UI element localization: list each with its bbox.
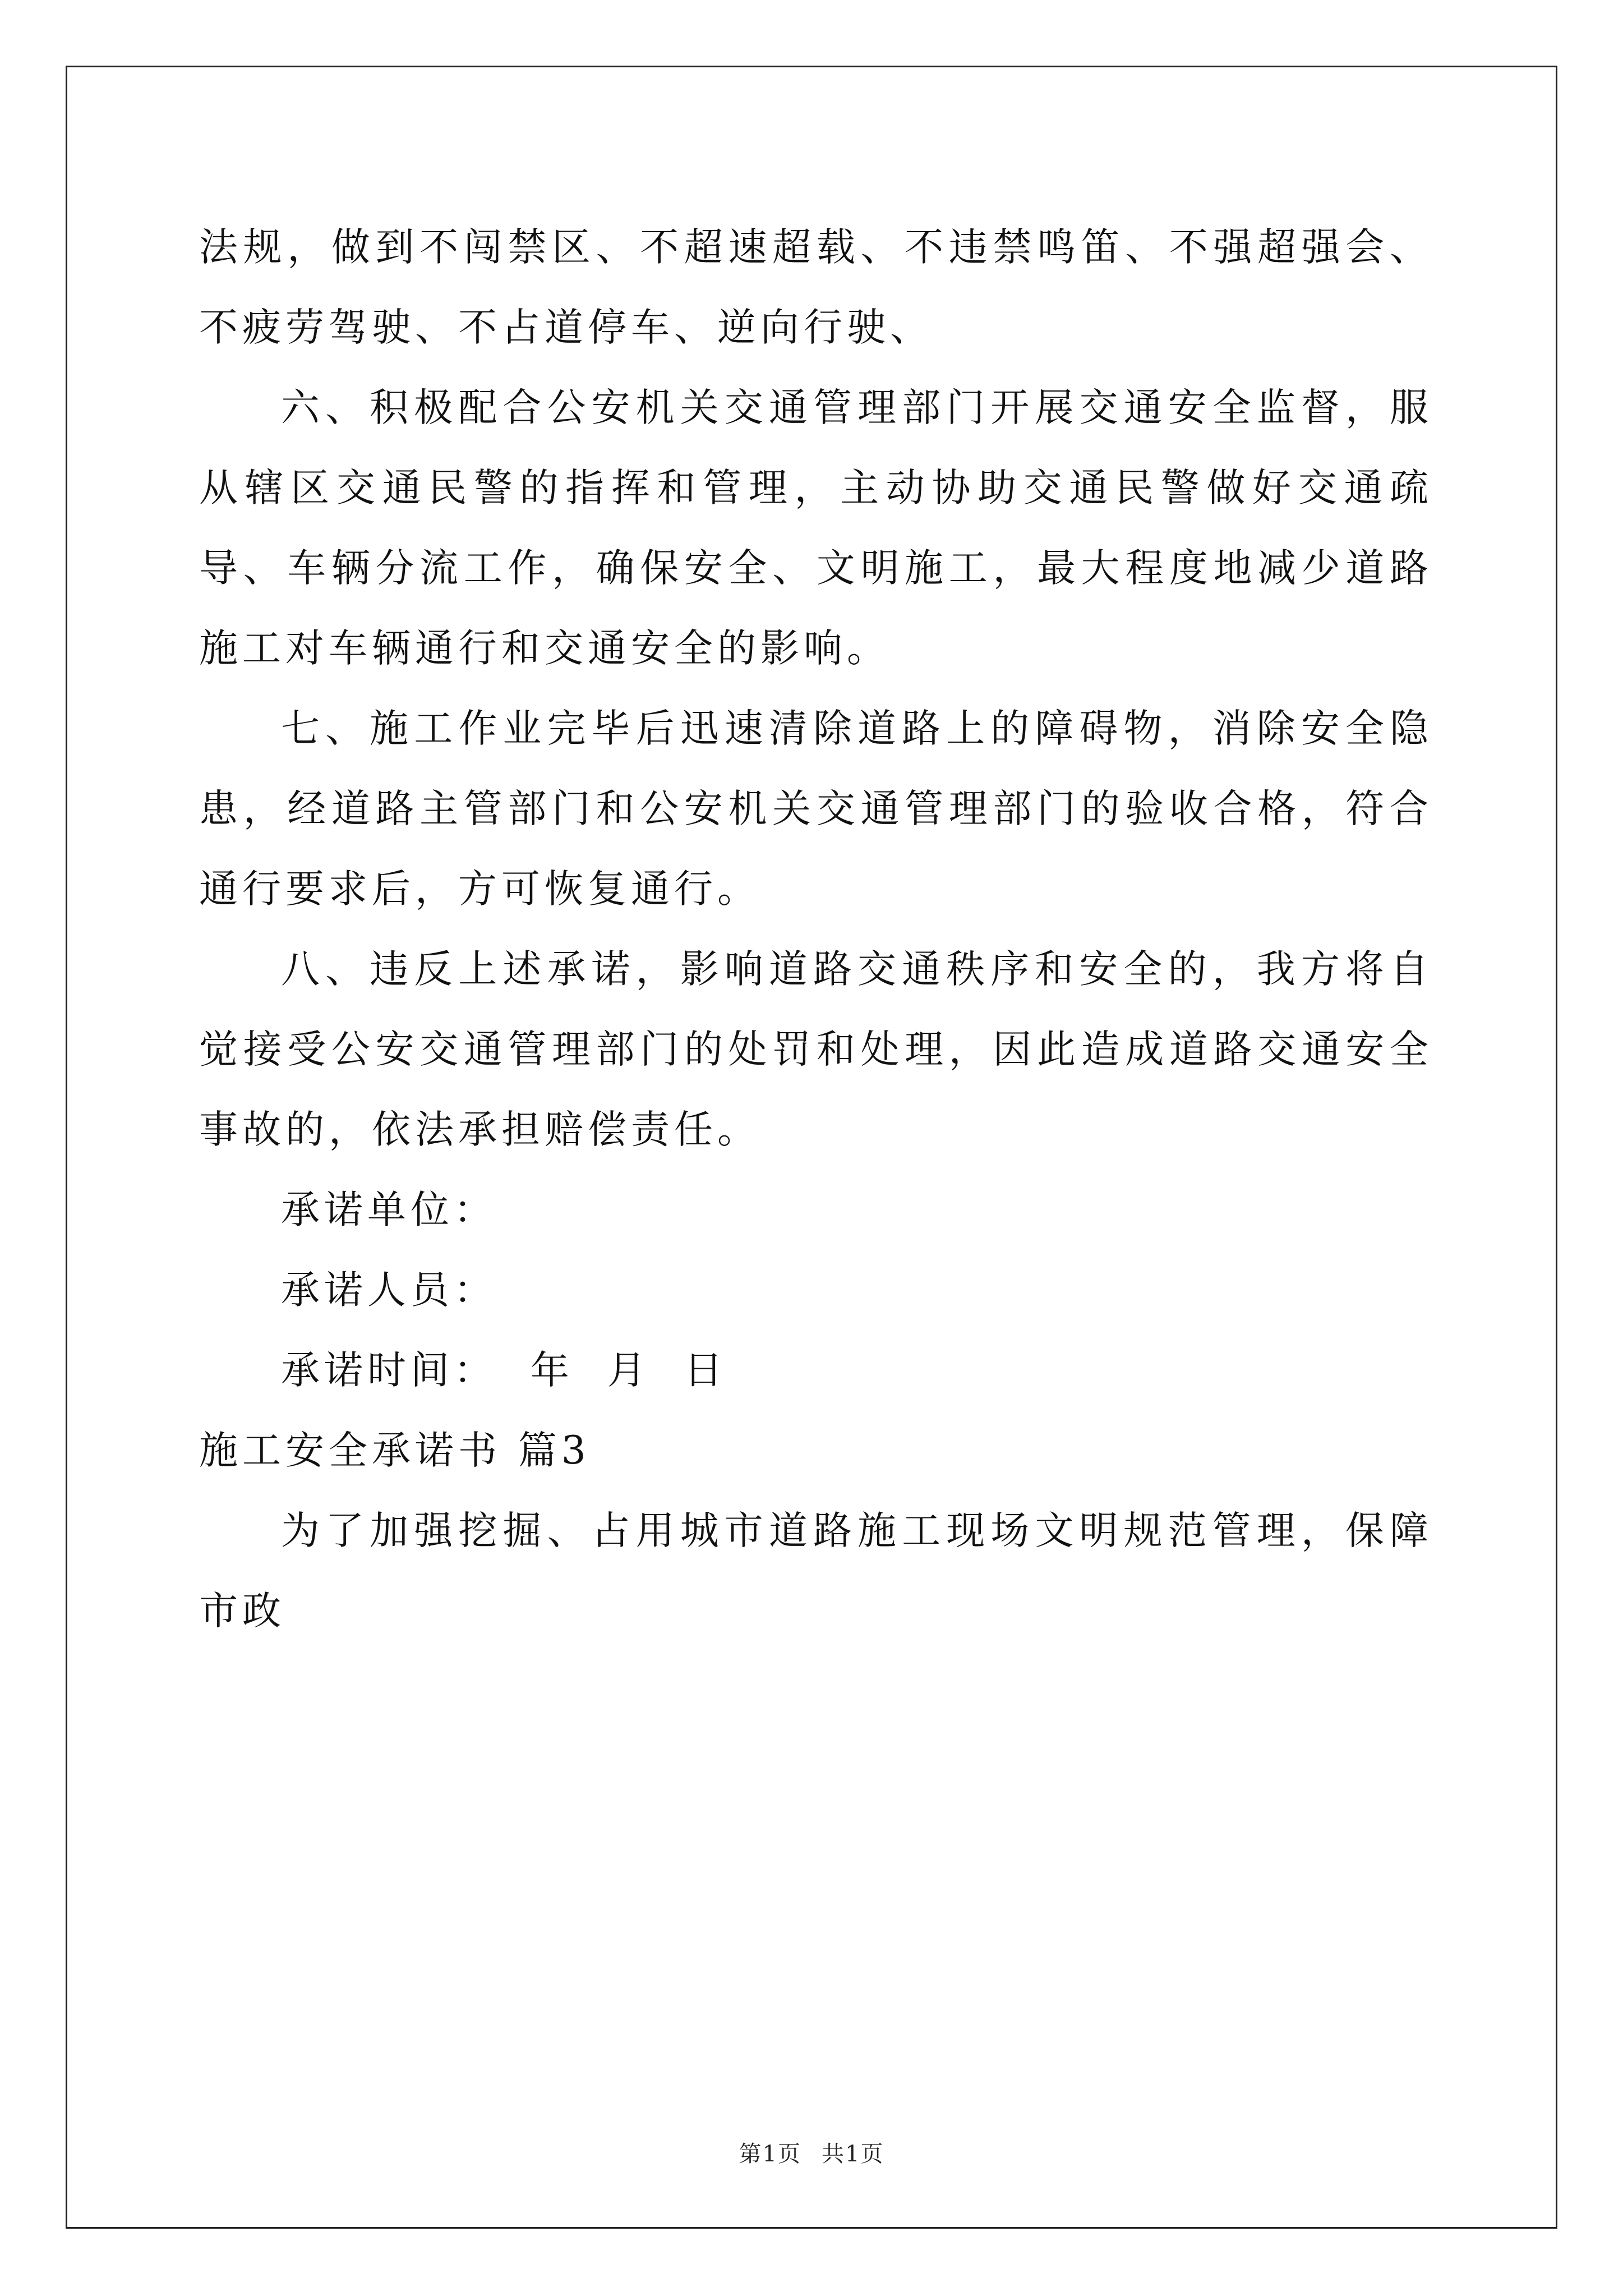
- paragraph-item-6: 六、积极配合公安机关交通管理部门开展交通安全监督，服从辖区交通民警的指挥和管理，主动协助交通民警做好交通疏导、车辆分流工作，确保安全、文明施工，最大程度地减少道路施工对车辆通行和交通安全的影响。: [199, 385, 1433, 671]
- paragraph-next: 为了加强挖掘、占用城市道路施工现场文明规范管理，保障市政: [199, 1508, 1433, 1634]
- signature-person: 承诺人员：: [281, 1268, 497, 1313]
- page-total: 共1页: [822, 2141, 884, 2167]
- signature-unit: 承诺单位：: [281, 1188, 497, 1232]
- paragraph-item-7: 七、施工作业完毕后迅速清除道路上的障碍物，消除安全隐患，经道路主管部门和公安机关交通管理部门的验收合格，符合通行要求后，方可恢复通行。: [199, 706, 1433, 912]
- document-body: [199, 208, 1433, 1651]
- paragraph-item-8: 八、违反上述承诺，影响道路交通秩序和安全的，我方将自觉接受公安交通管理部门的处罚和处理，因此造成道路交通安全事故的，依法承担赔偿责任。: [199, 947, 1433, 1152]
- page-footer: [0, 2136, 1623, 2168]
- page-number: 第1页: [739, 2141, 801, 2167]
- paragraph-continuation: 法规，做到不闯禁区、不超速超载、不违禁鸣笛、不强超强会、不疲劳驾驶、不占道停车、逆向行驶、: [199, 225, 1433, 350]
- signature-time: 承诺时间： 年 月 日: [281, 1348, 727, 1393]
- section-title: 施工安全承诺书 篇3: [199, 1428, 591, 1473]
